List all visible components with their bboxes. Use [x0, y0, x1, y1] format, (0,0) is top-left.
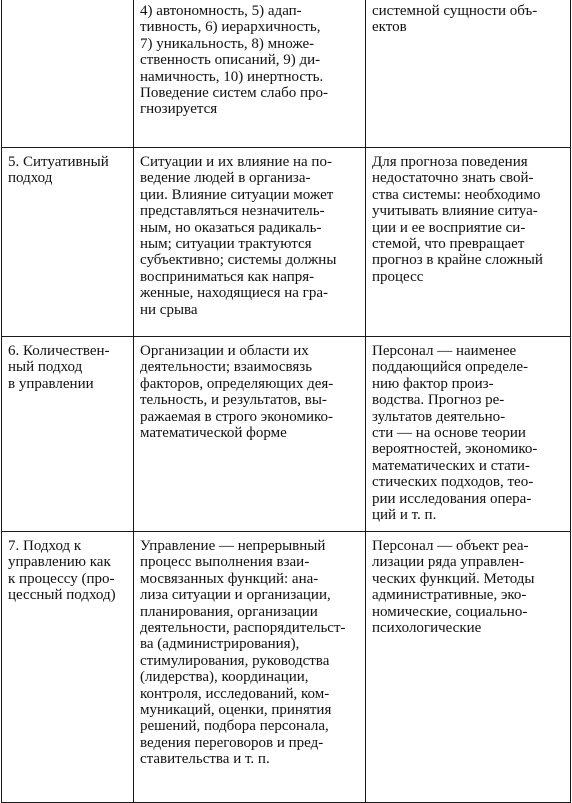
staff-text-line: номические, социально-	[372, 603, 528, 620]
staff-text-line: водства. Прогноз ре-	[372, 392, 505, 409]
object-text-line: процесс выполнения взаи-	[140, 554, 310, 571]
staff-text-line: математических и стати-	[372, 457, 530, 474]
staff-text-line: стических подходов, тео-	[372, 474, 534, 491]
object-text-line: 7) уникальность, 8) множе-	[140, 35, 315, 52]
object-text-line: ва (администрирования),	[140, 636, 300, 653]
object-text-line: ставительства и т. п.	[140, 751, 270, 768]
object-text-line: (лидерства), координации,	[140, 669, 309, 686]
staff-text-line: лизации ряда управлен-	[372, 554, 525, 571]
object-text-line: ведения переговоров и пред-	[140, 734, 324, 751]
object-text-line: деятельности, распорядительст-	[140, 620, 346, 637]
object-text-line: муникаций, оценки, принятия	[140, 702, 332, 719]
object-cell	[134, 337, 366, 532]
staff-text-line: ции и ее восприятие си-	[372, 219, 526, 236]
object-text-line: деятельности; взаимосвязь	[140, 359, 313, 376]
object-text-line: ным, но оказаться радикаль-	[140, 219, 322, 236]
staff-text-line: рии исследования опера-	[372, 490, 532, 507]
object-text-line: женные, находящиеся на гра-	[140, 285, 328, 302]
object-text-line: Организации и области их	[140, 343, 309, 359]
object-text-line: представляться незначитель-	[140, 203, 325, 220]
table-body	[2, 0, 571, 803]
approach-cell	[2, 148, 134, 337]
staff-text-line: ческих функций. Методы	[372, 570, 535, 587]
object-text-line: Ситуации и их влияние на по-	[140, 154, 332, 170]
approach-text-line: ный подход	[8, 359, 83, 376]
staff-text-line: стемой, что превращает	[372, 236, 525, 253]
approach-text-line: к процессу (про-	[8, 570, 115, 587]
staff-text-line: процесс	[372, 268, 424, 285]
object-text-line: ни срыва	[140, 301, 198, 318]
object-text-line: планирования, организации	[140, 603, 318, 620]
staff-text-line: сти — на основе теории	[372, 425, 526, 442]
object-text-line: ведение людей в организа-	[140, 170, 311, 187]
staff-text-line: ций и т. п.	[372, 507, 437, 524]
staff-text-line: нию фактор произ-	[372, 375, 494, 392]
object-text-line: субъективно; системы должны	[140, 252, 337, 269]
approach-cell	[2, 337, 134, 532]
approach-text-line: 6. Количествен-	[8, 343, 110, 359]
staff-cell	[366, 148, 571, 337]
object-text-line: мосвязанных функций: ана-	[140, 570, 319, 587]
object-text-line: лиза ситуации и организации,	[140, 587, 331, 604]
approach-text-line: цессный подход)	[8, 587, 116, 604]
object-text-line: стимулирования, руководства	[140, 652, 330, 669]
object-text-line: намичность, 10) инертность.	[140, 68, 324, 85]
staff-text-line: ектов	[372, 19, 407, 36]
staff-text-line: системной сущности объ-	[372, 3, 538, 19]
approach-text-line: управлению как	[8, 554, 111, 571]
staff-cell	[366, 532, 571, 803]
object-text-line: гнозируется	[140, 101, 218, 118]
object-text-line: решений, подбора персонала,	[140, 718, 329, 735]
approach-text-line: 5. Ситуативный	[8, 154, 109, 170]
approach-cell	[2, 0, 134, 148]
staff-text-line: ства системы: необходимо	[372, 186, 541, 203]
object-cell	[134, 148, 366, 337]
staff-text-line: зультатов деятельно-	[372, 408, 506, 425]
approach-cell	[2, 532, 134, 803]
table-row	[2, 148, 571, 337]
staff-text-line: недостаточно знать свой-	[372, 170, 534, 187]
staff-text-line: прогноз в крайне сложный	[372, 252, 543, 269]
object-text-line: факторов, определяющих дея-	[140, 375, 334, 392]
staff-text-line: психологические	[372, 620, 482, 637]
approach-text-line: 7. Подход к	[8, 538, 82, 554]
object-text-line: ным; ситуации трактуются	[140, 236, 312, 253]
object-text-line: ражаемая в строго экономико-	[140, 408, 334, 425]
object-text-line: восприниматься как напря-	[140, 268, 315, 285]
object-text-line: 4) автономность, 5) адап-	[140, 3, 302, 19]
object-text-line: тивность, 6) иерархичность,	[140, 19, 321, 36]
staff-text-line: Для прогноза поведения	[372, 154, 528, 170]
object-cell	[134, 0, 366, 148]
staff-cell	[366, 0, 571, 148]
approach-text-line: подход	[8, 170, 53, 187]
staff-text-line: Персонал — наименее	[372, 343, 517, 359]
staff-text-line: Персонал — объект реа-	[372, 538, 529, 554]
object-text-line: Поведение систем слабо про-	[140, 85, 329, 102]
object-text-line: Управление — непрерывный	[140, 538, 326, 554]
table-row	[2, 532, 571, 803]
staff-text-line: административные, эко-	[372, 587, 527, 604]
table-row	[2, 337, 571, 532]
object-cell	[134, 532, 366, 803]
approaches-table	[1, 0, 571, 803]
table-row	[2, 0, 571, 148]
object-text-line: тельность, и результатов, вы-	[140, 392, 327, 409]
object-text-line: ции. Влияние ситуации может	[140, 186, 334, 203]
staff-text-line: учитывать влияние ситуа-	[372, 203, 538, 220]
object-text-line: математической форме	[140, 425, 287, 442]
staff-cell	[366, 337, 571, 532]
approach-text-line: в управлении	[8, 375, 94, 392]
object-text-line: контроля, исследований, ком-	[140, 685, 330, 702]
staff-text-line: вероятностей, экономико-	[372, 441, 538, 458]
staff-text-line: поддающийся определе-	[372, 359, 529, 376]
object-text-line: ственность описаний, 9) ди-	[140, 52, 321, 69]
